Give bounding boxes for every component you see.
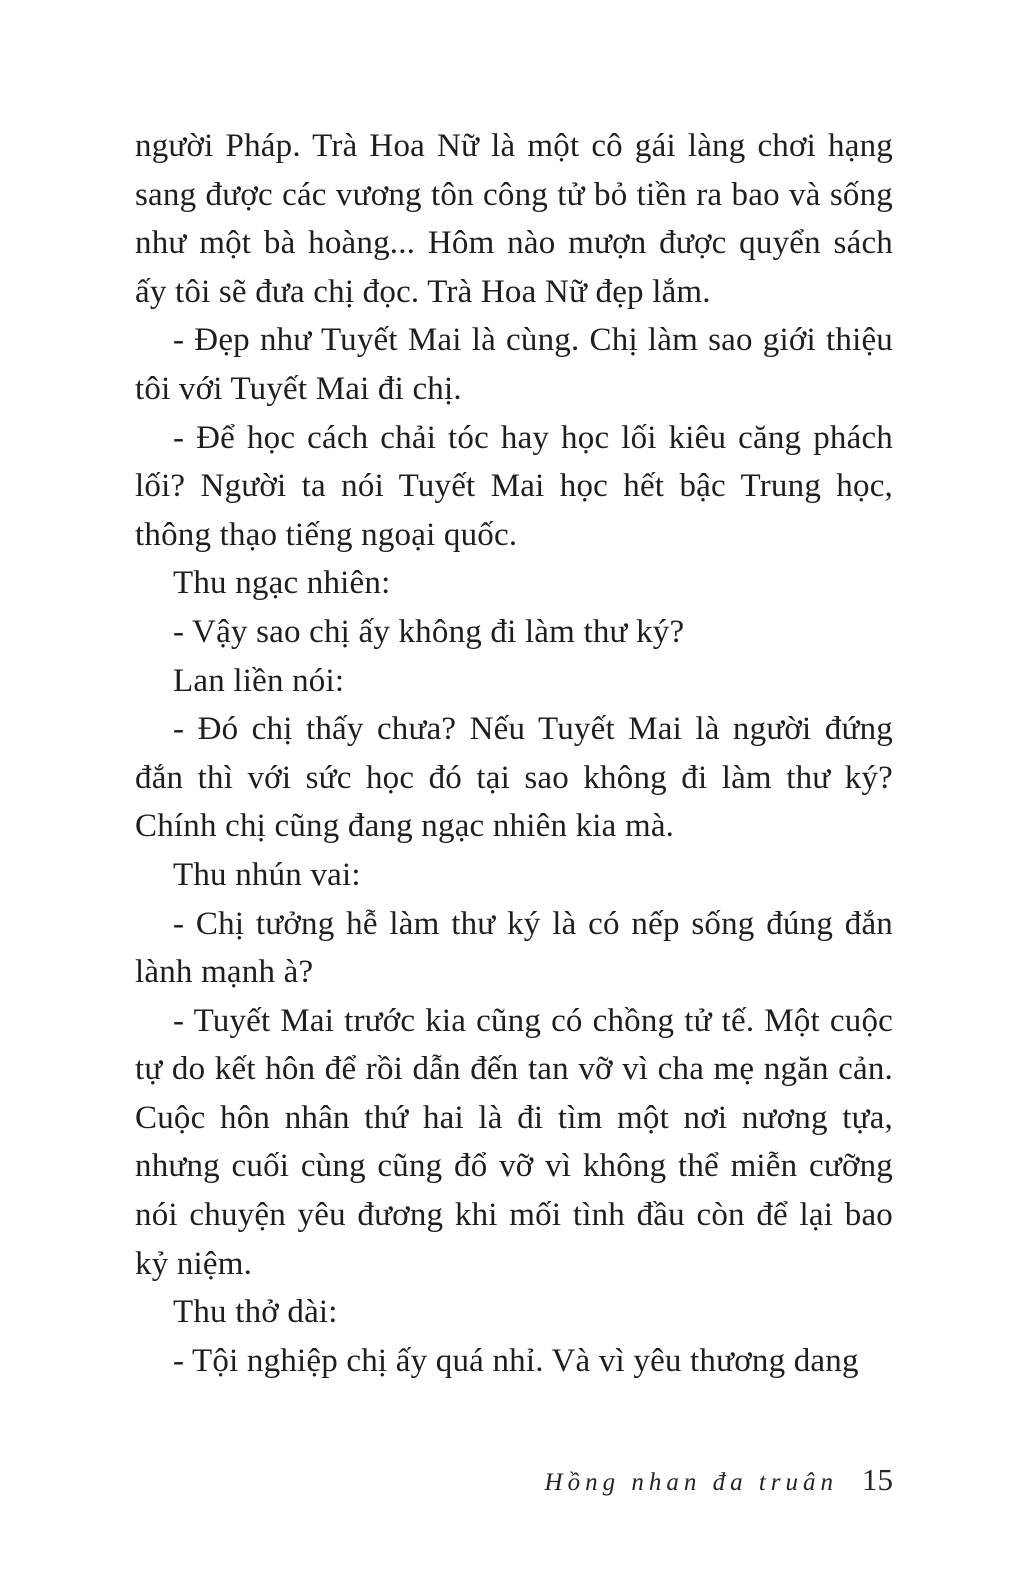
paragraph: người Pháp. Trà Hoa Nữ là một cô gái làng chơi hạng sang được các vương tôn công tử bỏ tiền ra bao và sống như một bà hoàng... Hôm nào mượn được quyển sách ấy tôi sẽ đưa chị đọc. Trà Hoa Nữ đẹp lắm. (135, 128, 893, 310)
paragraph: - Tội nghiệp chị ấy quá nhỉ. Và vì yêu thương dang (173, 1342, 859, 1379)
paragraph: Thu ngạc nhiên: (173, 565, 391, 602)
page-number: 15 (862, 1462, 893, 1497)
paragraph: - Đẹp như Tuyết Mai là cùng. Chị làm sao giới thiệu tôi với Tuyết Mai đi chị. (135, 322, 893, 407)
paragraph: - Để học cách chải tóc hay học lối kiêu căng phách lối? Người ta nói Tuyết Mai học hết bậc Trung học, thông thạo tiếng ngoại quốc. (135, 419, 893, 553)
running-title: Hồng nhan đa truân (544, 1469, 838, 1496)
paragraph: - Chị tưởng hễ làm thư ký là có nếp sống đúng đắn lành mạnh à? (135, 905, 893, 991)
paragraph: - Đó chị thấy chưa? Nếu Tuyết Mai là người đứng đắn thì với sức học đó tại sao không đi làm thư ký? Chính chị cũng đang ngạc nhiên kia mà. (135, 711, 893, 845)
paragraph: Lan liền nói: (173, 662, 345, 699)
paragraph: - Tuyết Mai trước kia cũng có chồng tử tế. Một cuộc tự do kết hôn để rồi dẫn đến tan vỡ vì cha mẹ ngăn cản. Cuộc hôn nhân thứ hai là đi tìm một nơi nương tựa, nhưng cuối cùng cũng đổ vỡ vì không thể miễn cưỡng nói chuyện yêu đương khi mối tình đầu còn để lại bao kỷ niệm. (135, 1002, 893, 1282)
paragraph: Thu thở dài: (173, 1294, 338, 1331)
body-text (135, 122, 893, 1385)
paragraph: Thu nhún vai: (173, 856, 361, 893)
page-footer (545, 1462, 893, 1498)
paragraph: - Vậy sao chị ấy không đi làm thư ký? (173, 613, 685, 650)
